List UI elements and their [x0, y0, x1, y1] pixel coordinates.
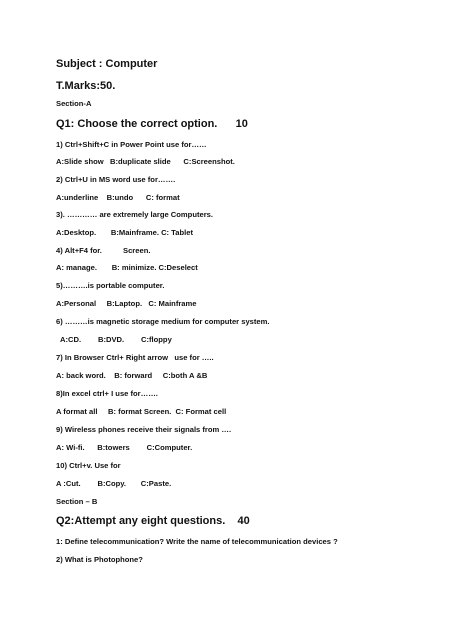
q1-item-3-question: 3). ………… are extremely large Computers. — [56, 210, 213, 219]
q1-item-1-options: A:Slide show B:duplicate slide C:Screenshot. — [56, 157, 235, 166]
q1-item-7-question: 7) In Browser Ctrl+ Right arrow use for ….. — [56, 353, 214, 362]
q2-item-1: 1: Define telecommunication? Write the name of telecommunication devices ? — [56, 537, 338, 546]
q1-item-2-question: 2) Ctrl+U in MS word use for……. — [56, 175, 176, 184]
q1-item-5-options: A:Personal B:Laptop. C: Mainframe — [56, 299, 197, 308]
q1-item-5-question: 5)……….is portable computer. — [56, 281, 165, 290]
subject-line: Subject : Computer — [56, 58, 158, 70]
q1-item-8-question: 8)In excel ctrl+ I use for……. — [56, 389, 158, 398]
section-b-label: Section – B — [56, 497, 98, 506]
q1-item-6-question: 6) ………is magnetic storage medium for computer system. — [56, 317, 270, 326]
q1-item-6-options: A:CD. B:DVD. C:floppy — [60, 335, 172, 344]
q1-item-9-options: A: Wi-fi. B:towers C:Computer. — [56, 443, 193, 452]
q2-item-2: 2) What is Photophone? — [56, 555, 143, 564]
q1-title: Q1: Choose the correct option. 10 — [56, 118, 248, 130]
q2-title: Q2:Attempt any eight questions. 40 — [56, 515, 250, 527]
q1-item-3-options: A:Desktop. B:Mainframe. C: Tablet — [56, 228, 193, 237]
section-a-label: Section-A — [56, 99, 92, 108]
total-marks: T.Marks:50. — [56, 80, 116, 92]
q1-item-10-options: A :Cut. B:Copy. C:Paste. — [56, 479, 172, 488]
q1-item-10-question: 10) Ctrl+v. Use for — [56, 461, 121, 470]
q1-item-4-options: A: manage. B: minimize. C:Deselect — [56, 263, 198, 272]
q1-item-1-question: 1) Ctrl+Shift+C in Power Point use for…… — [56, 140, 207, 149]
q1-item-8-options: A format all B: format Screen. C: Format cell — [56, 407, 227, 416]
q1-item-9-question: 9) Wireless phones receive their signals from …. — [56, 425, 232, 434]
q1-item-2-options: A:underline B:undo C: format — [56, 193, 180, 202]
q1-item-7-options: A: back word. B: forward C:both A &B — [56, 371, 208, 380]
q1-item-4-question: 4) Alt+F4 for. Screen. — [56, 246, 151, 255]
